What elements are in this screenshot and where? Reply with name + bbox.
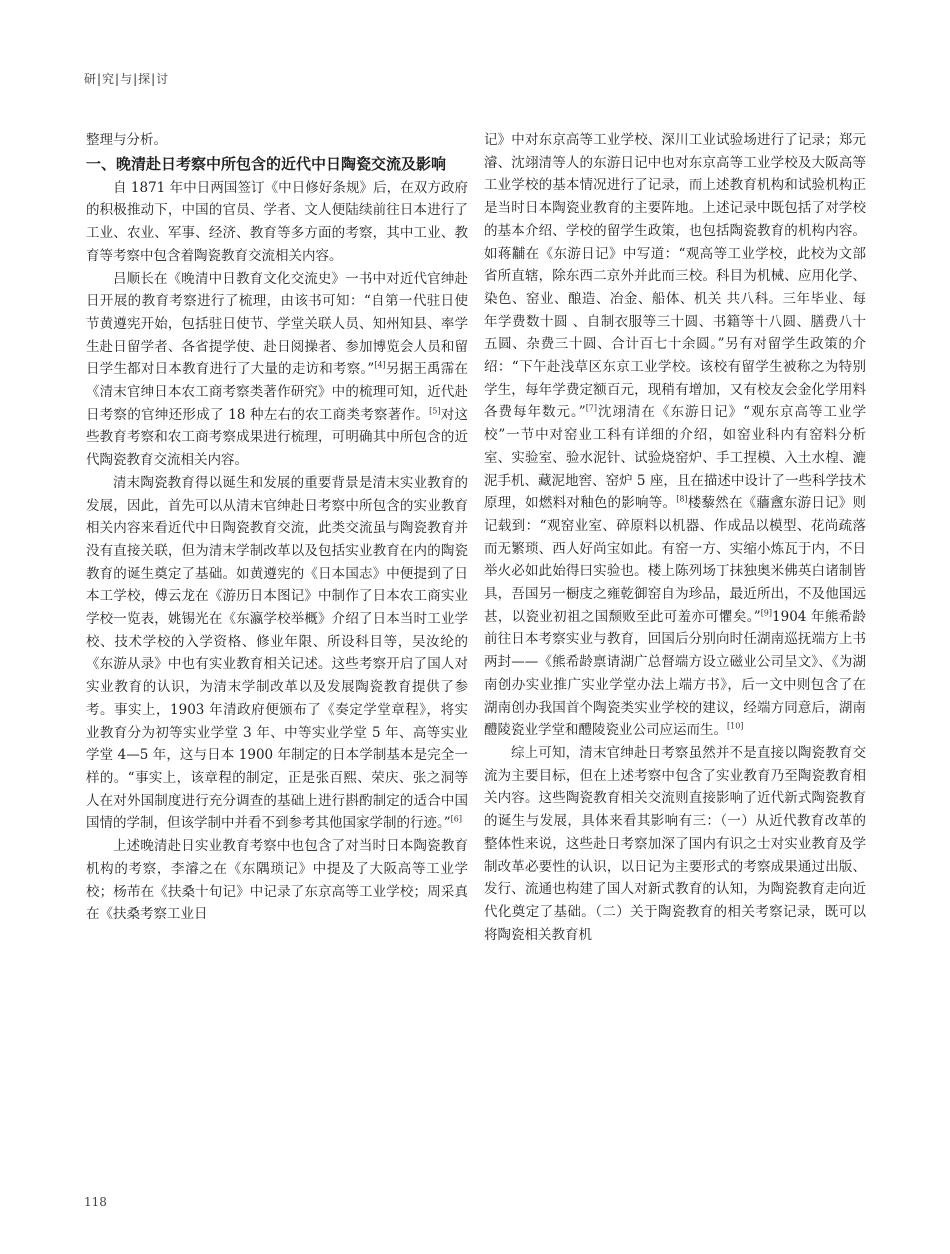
paragraph-3 (86, 472, 468, 835)
paragraph-2-text-a: 吕顺长在《晚清中日教育文化交流史》一书中对近代官绅赴日开展的教育考察进行了梳理，由该书可知：“自第一代驻日使节黄遵宪开始，包括驻日使节、学堂关联人员、知州知县、率学生赴日留学者、各省提学使、赴日阅操者、参加博览会人员和留日学生都对日本教育进行了大量的走访和考察。” (86, 270, 468, 378)
page-number: 118 (84, 1195, 107, 1209)
paragraph-2-text-b: 另据王禹霈在《清末官绅日本农工商考察类著作研究》中的梳理可知，近代赴日考察的官绅还形成了 18 种左右的农工商类考察著作。 (86, 361, 469, 423)
paragraph-1: 自 1871 年中日两国签订《中日修好条规》后，在双方政府的积极推动下，中国的官员、学者、文人便陆续前往日本进行了工业、农业、军事、经济、教育等多方面的考察，其中工业、教育等考察中包含着陶瓷教育交流相关内容。 (86, 179, 468, 264)
running-head: 研|究|与|探|讨 (84, 72, 170, 86)
paragraph-5-text-a: 记》中对东京高等工业学校、深川工业试验场进行了记录；郑元濬、沈翊清等人的东游日记中也对东京高等工业学校及大阪高等工业学校的基本情况进行了记录，而上述教育机构和试验机构正是当时日本陶瓷业教育的主要阵地。上述记录中既包括了对学校的基本介绍、学校的留学生政策，也包括陶瓷教育的机构内容。如蒋黼在《东游日记》中写道：“观高等工业学校，此校为文部省所直辖，除东西二京外并此而三校。科目为机械、应用化学、染色、窑业、酿造、冶金、船体、机关 共八科。三年毕业、每年学费数十圆 、自制衣服等三十圆、书籍等十八圆、膳费八十五圆、杂费三十圆、合计百七十余圆。”另有对留学生政策的介绍：“下午赴浅草区东京工业学校。该校有留学生被称之为特别学生，每年学费定额百元，现稍有增加，又有校友会金化学用料各费每年数元。” (484, 132, 866, 421)
paragraph-2-text-c: 对这些教育考察和农工商考察成果进行梳理，可明确其中所包含的近代陶瓷教育交流相关内容。 (86, 406, 469, 469)
citation-ref-8: [8] (676, 494, 688, 504)
paragraph-intro-end: 整理与分析。 (86, 132, 167, 148)
citation-ref-7: [7] (585, 403, 598, 413)
citation-ref-10: [10] (727, 721, 744, 731)
paragraph-5-text-c: 楼藜然在《蘠盦东游日记》则记载到：“观窑业室、碎原料以机器、作成品以模型、花尚疏落而无繁琐、西人好尚宝如此。有窑一方、实缩小炼瓦于内，不日举火必如此始得曰实验也。楼上陈列场丁抹独奥米佛英白诸制皆具，吾国另一橱庋之雍乾御窑自为珍品，最近所出，不及他国远甚，以瓷业初祖之国颓败至此可羞亦可懼矣。” (484, 495, 867, 625)
paragraph-3-text: 清末陶瓷教育得以诞生和发展的重要背景是清末实业教育的发展，因此，首先可以从清末官绅赴日考察中所包含的实业教育相关内容来看近代中日陶瓷教育交流，此类交流虽与陶瓷教育并没有直接关联，但为清末学制改革以及包括实业教育在内的陶瓷教育的诞生奠定了基础。如黄遵宪的《日本国志》中便提到了日本工学校，傅云龙在《游历日本图记》中制作了日本农工商实业学校一览表，姚锡光在《东瀛学校举概》介绍了日本当时工业学校、技术学校的入学资格、修业年限、所设科目等，吴汝纶的《东游从录》中也有实业教育相关记述。这些考察开启了国人对实业教育的认识，为清末学制改革以及发展陶瓷教育提供了参考。事实上，1903 年清政府便颁布了《奏定学堂章程》，将实业教育分为初等实业学堂 3 年、中等实业学堂 5 年、高等实业学堂 4—5 年，这与日本 1900 年制定的日本学制基本是完全一样的。“事实上，该章程的制定，正是张百熙、荣庆、张之洞等人在对外国制度进行充分调查的基础上进行斟酌制定的适合中国国情的学制，但该学制中并看不到参考其他国家学制的行迹。” (86, 474, 468, 832)
paragraph-2 (86, 268, 468, 472)
left-column (86, 129, 468, 926)
section-heading: 一、晚清赴日考察中所包含的近代中日陶瓷交流及影响 (86, 154, 447, 173)
citation-ref-4: [4] (374, 360, 386, 370)
right-column (484, 129, 866, 946)
paragraph-5-text-b: 沈翊清在《东游日记》“观东京高等工业学校”一节中对窑业工科有详细的介绍，如窑业科内有窑料分析室、实验室、验水泥针、试验烧窑炉、手工捏模、入土水楻、漉泥手机、藏泥地窖、窑炉 5 座，且在描述中设计了一些科学技术原理，如燃料对釉色的影响等。 (484, 404, 867, 512)
paragraph-6: 综上可知，清末官绅赴日考察虽然并不是直接以陶瓷教育交流为主要目标，但在上述考察中包含了实业教育乃至陶瓷教育相关内容。这些陶瓷教育相关交流则直接影响了近代新式陶瓷教育的诞生与发展，具体来看其影响有三：（一）从近代教育改革的整体性来说，这些赴日考察加深了国内有识之士对实业教育及学制改革必要性的认识，以日记为主要形式的考察成果通过出版、发行、流通也构建了国人对新式教育的认知，为陶瓷教育走向近代化奠定了基础。（二）关于陶瓷教育的相关考察记录，既可以将陶瓷相关教育机 (484, 744, 866, 943)
paragraph-5-text-d: 1904 年熊希龄前往日本考察实业与教育，回国后分别向时任湖南巡抚端方上书两封——《熊希龄禀请湖广总督端方设立磁业公司呈文》、《为湖南创办实业推广实业学堂办法上端方书》，后一文中则包含了在湖南创办我国首个陶瓷类实业学校的建议，经端方同意后，湖南醴陵瓷业学堂和醴陵瓷业公司应运而生。 (484, 608, 866, 739)
paragraph-4: 上述晚清赴日实业教育考察中也包含了对当时日本陶瓷教育机构的考察，李濬之在《东隅琐记》中提及了大阪高等工业学校；杨芾在《扶桑十旬记》中记录了东京高等工业学校；周采真在《扶桑考察工业日 (86, 838, 468, 923)
paragraph-5 (484, 129, 866, 742)
citation-ref-6: [6] (450, 814, 462, 824)
citation-ref-5: [5] (429, 406, 441, 416)
citation-ref-9: [9] (760, 608, 773, 618)
